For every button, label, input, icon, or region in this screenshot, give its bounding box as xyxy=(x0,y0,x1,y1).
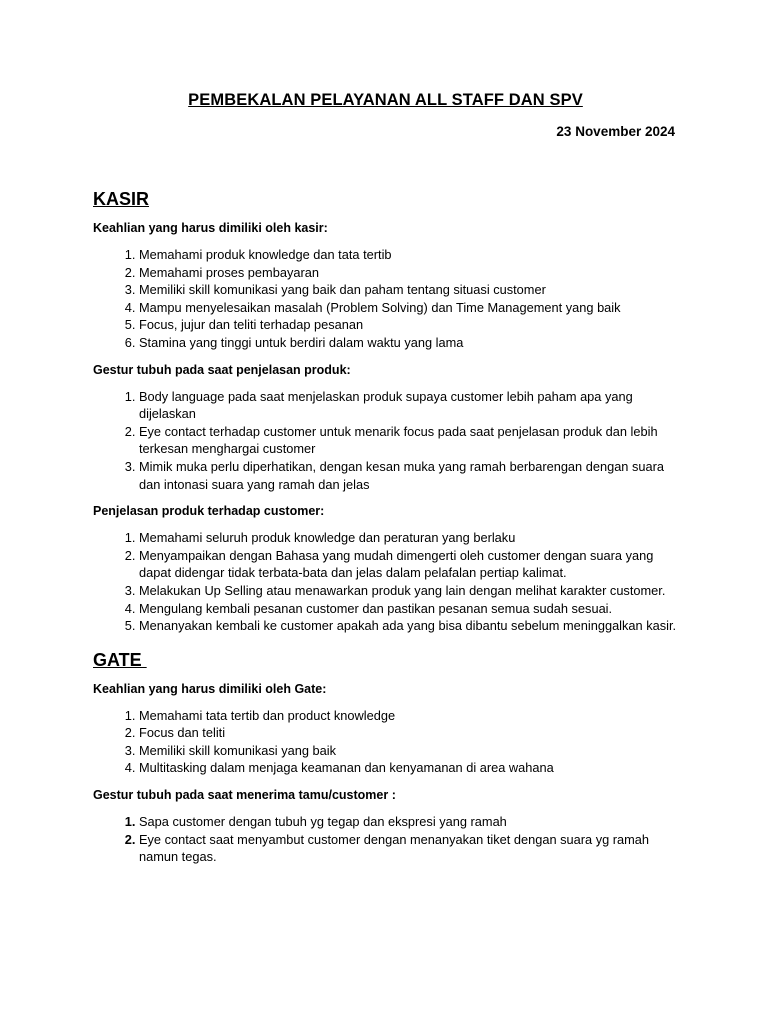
list-item: 2. Eye contact terhadap customer untuk menarik focus pada saat penjelasan produk dan lebih terkesan menghargai customer xyxy=(139,423,678,458)
kasir-skills-list xyxy=(93,246,678,352)
list-item: 4. Mampu menyelesaikan masalah (Problem Solving) dan Time Management yang baik xyxy=(139,299,678,317)
gate-skills-list xyxy=(93,707,678,777)
list-item: 5. Focus, jujur dan teliti terhadap pesanan xyxy=(139,316,678,334)
list-item: 5. Menanyakan kembali ke customer apakah ada yang bisa dibantu sebelum meninggalkan kasir. xyxy=(139,617,678,635)
list-item: 3. Memiliki skill komunikasi yang baik xyxy=(139,742,678,760)
list-item: 6. Stamina yang tinggi untuk berdiri dalam waktu yang lama xyxy=(139,334,678,352)
kasir-explanation-list xyxy=(93,529,678,635)
list-item: 4. Mengulang kembali pesanan customer dan pastikan pesanan semua sudah sesuai. xyxy=(139,600,678,618)
kasir-skills-heading: Keahlian yang harus dimiliki oleh kasir: xyxy=(93,221,328,235)
list-item: 1. Memahami seluruh produk knowledge dan peraturan yang berlaku xyxy=(139,529,678,547)
kasir-explanation-heading: Penjelasan produk terhadap customer: xyxy=(93,504,325,519)
section-heading-gate: GATE xyxy=(93,649,147,670)
gate-skills-heading: Keahlian yang harus dimiliki oleh Gate: xyxy=(93,681,327,696)
list-item: 1. Sapa customer dengan tubuh yg tegap dan ekspresi yang ramah xyxy=(139,813,678,831)
list-item: 4. Multitasking dalam menjaga keamanan dan kenyamanan di area wahana xyxy=(139,759,678,777)
document-date: 23 November 2024 xyxy=(556,124,675,139)
gate-gesture-list xyxy=(93,813,678,866)
list-item: 2. Focus dan teliti xyxy=(139,724,678,742)
section-heading-kasir: KASIR xyxy=(93,189,150,209)
kasir-gesture-heading: Gestur tubuh pada saat penjelasan produk: xyxy=(93,362,351,377)
list-item: 1. Memahami tata tertib dan product knowledge xyxy=(139,707,678,725)
document-title: PEMBEKALAN PELAYANAN ALL STAFF DAN SPV xyxy=(188,91,583,109)
list-item: 1. Memahami produk knowledge dan tata tertib xyxy=(139,246,678,264)
list-item: 3. Memiliki skill komunikasi yang baik dan paham tentang situasi customer xyxy=(139,281,678,299)
list-item: 3. Melakukan Up Selling atau menawarkan produk yang lain dengan melihat karakter customer. xyxy=(139,582,678,600)
list-item: 2. Menyampaikan dengan Bahasa yang mudah dimengerti oleh customer dengan suara yang dapat didengar tidak terbata-bata dan jelas dalam pelafalan pertiap kalimat. xyxy=(139,547,678,582)
kasir-gesture-list xyxy=(93,388,678,494)
list-item: 2. Memahami proses pembayaran xyxy=(139,264,678,282)
list-item: 3. Mimik muka perlu diperhatikan, dengan kesan muka yang ramah berbarengan dengan suara dan intonasi suara yang ramah dan jelas xyxy=(139,458,678,493)
list-item: 1. Body language pada saat menjelaskan produk supaya customer lebih paham apa yang dijelaskan xyxy=(139,388,678,423)
document-body xyxy=(93,90,678,866)
list-item: 2. Eye contact saat menyambut customer dengan menanyakan tiket dengan suara yg ramah namun tegas. xyxy=(139,831,678,866)
gate-gesture-heading: Gestur tubuh pada saat menerima tamu/customer : xyxy=(93,788,396,803)
